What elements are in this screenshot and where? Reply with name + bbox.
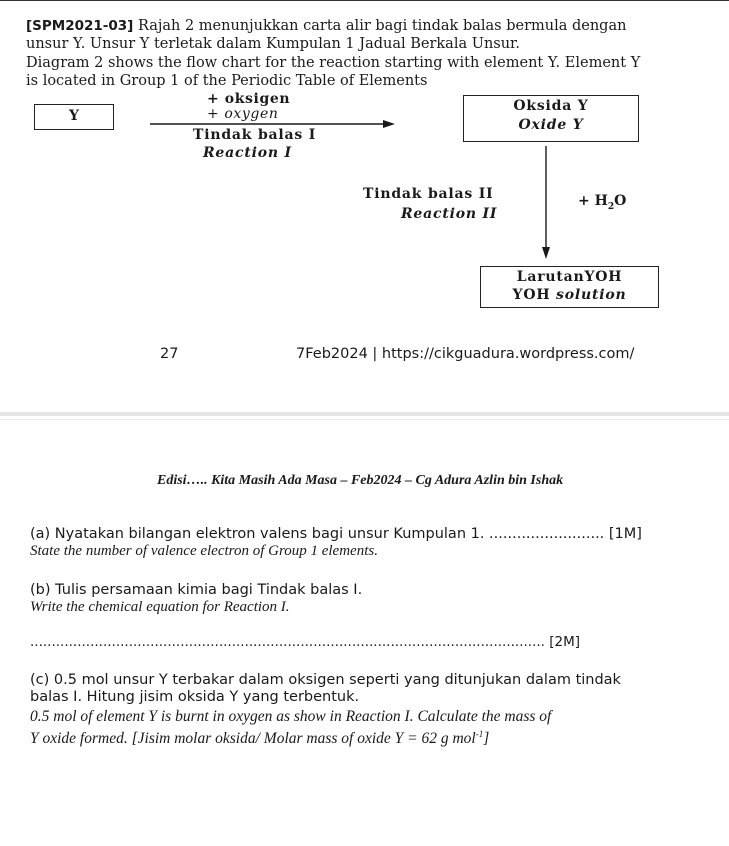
water-subscript: 2 xyxy=(607,201,615,212)
question-a-english: State the number of valence electron of Group 1 elements. xyxy=(30,543,378,559)
reagent-water xyxy=(578,193,626,212)
intro-paragraph xyxy=(26,17,640,90)
question-tag: [SPM2021-03] xyxy=(26,18,134,34)
intro-line-4: is located in Group 1 of the Periodic Table of Elements xyxy=(26,72,428,89)
question-c-english-1: 0.5 mol of element Y is burnt in oxygen as show in Reaction I. Calculate the mass of xyxy=(30,708,552,725)
reaction1-malay: Tindak balas I xyxy=(193,127,317,143)
question-c-english-2 xyxy=(30,726,489,748)
question-c-english-2-end: ] xyxy=(483,730,490,748)
solution-word: solution xyxy=(556,287,627,303)
question-b-malay: (b) Tulis persamaan kimia bagi Tindak balas I. xyxy=(30,582,363,598)
solution-yoh: YOH xyxy=(512,287,557,303)
top-border-line xyxy=(0,0,729,1)
oxide-y-malay: Oksida Y xyxy=(513,98,589,114)
reaction2-malay: Tindak balas II xyxy=(363,186,494,202)
reagent-oxygen-malay: + oksigen xyxy=(207,91,291,107)
question-b-answer-line: ........................................................................................................................ [2M] xyxy=(30,634,581,650)
solution-yoh-box xyxy=(480,266,659,308)
question-b-english: Write the chemical equation for Reaction I. xyxy=(30,599,290,615)
element-y-box xyxy=(34,104,114,130)
solution-english xyxy=(481,287,658,303)
solution-malay: LarutanYOH xyxy=(516,269,623,285)
reagent-oxygen-english: + oxygen xyxy=(207,106,279,122)
question-a-malay: (a) Nyatakan bilangan elektron valens bagi unsur Kumpulan 1. ......................... [1M] xyxy=(30,526,642,542)
water-plus-h: + H xyxy=(578,193,608,209)
reaction2-arrow xyxy=(538,146,554,261)
question-c-malay-2: balas I. Hitung jisim oksida Y yang terbentuk. xyxy=(30,689,360,705)
molar-mass-superscript: -1 xyxy=(475,729,484,739)
page-separator xyxy=(0,412,729,416)
reaction2-english: Reaction II xyxy=(401,206,498,222)
intro-line-1 xyxy=(26,17,640,35)
intro-line-3: Diagram 2 shows the flow chart for the reaction starting with element Y. Element Y xyxy=(26,54,641,71)
page-separator-line xyxy=(0,419,729,420)
edition-header: Edisi….. Kita Masih Ada Masa – Feb2024 – Cg Adura Azlin bin Ishak xyxy=(157,473,564,488)
page-number: 27 xyxy=(160,346,179,362)
footer-date-url: 7Feb2024 | https://cikguadura.wordpress.com/ xyxy=(296,346,635,362)
question-c-english-2-text: Y oxide formed. [Jisim molar oksida/ Molar mass of oxide Y = 62 g mol xyxy=(30,730,476,748)
intro-line-1-text: Rajah 2 menunjukkan carta alir bagi tindak balas bermula dengan xyxy=(133,18,627,34)
reaction1-english: Reaction I xyxy=(203,145,292,161)
question-c-malay-1: (c) 0.5 mol unsur Y terbakar dalam oksigen seperti yang ditunjukan dalam tindak xyxy=(30,672,621,688)
element-y-label: Y xyxy=(69,108,79,124)
oxide-y-english: Oxide Y xyxy=(518,117,584,133)
water-o: O xyxy=(614,193,627,209)
oxide-y-box xyxy=(463,95,639,142)
intro-line-2: unsur Y. Unsur Y terletak dalam Kumpulan 1 Jadual Berkala Unsur. xyxy=(26,36,521,53)
